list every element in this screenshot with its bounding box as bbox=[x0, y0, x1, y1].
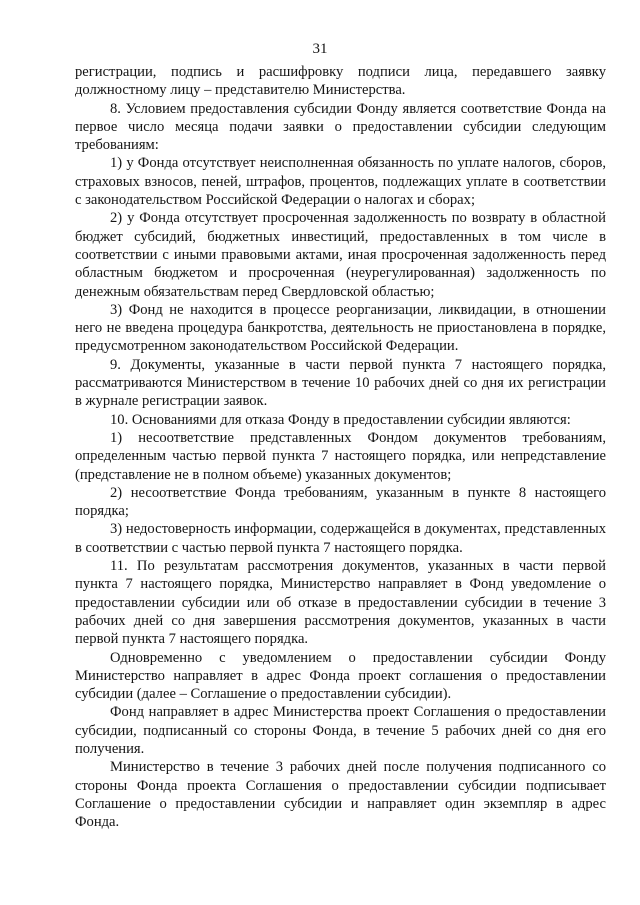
paragraph-clause-8: 8. Условием предоставления субсидии Фонду является соответствие Фонда на первое число месяца подачи заявки о предоставлении субсидии следующим требованиям: bbox=[75, 100, 606, 154]
page-number: 31 bbox=[312, 41, 328, 57]
paragraph-continuation: регистрации, подпись и расшифровку подписи лица, передавшего заявку должностному лицу – представителю Министерства. bbox=[75, 64, 606, 99]
paragraph-clause-8-item-1: 1) у Фонда отсутствует неисполненная обязанность по уплате налогов, сборов, страховых взносов, пеней, штрафов, процентов, подлежащих уплате в соответствии с законодательством Российской Федерации о налогах и сборах; bbox=[75, 155, 606, 209]
paragraph-clause-10-item-1: 1) несоответствие представленных Фондом документов требованиям, определенным частью первой пункта 7 настоящего порядка, или непредставление (представление не в полном объеме) указанных документов; bbox=[75, 429, 606, 483]
document-body bbox=[75, 63, 606, 831]
paragraph-clause-10-item-2: 2) несоответствие Фонда требованиям, указанным в пункте 8 настоящего порядка; bbox=[75, 484, 606, 520]
paragraph-clause-9: 9. Документы, указанные в части первой пункта 7 настоящего порядка, рассматриваются Министерством в течение 10 рабочих дней со дня их регистрации в журнале регистрации заявок. bbox=[75, 356, 606, 410]
paragraph-clause-10-item-3: 3) недостоверность информации, содержащейся в документах, представленных в соответствии с частью первой пункта 7 настоящего порядка. bbox=[75, 521, 606, 556]
paragraph-clause-11-part-2: Одновременно с уведомлением о предоставлении субсидии Фонду Министерство направляет в адрес Фонда проект соглашения о предоставлении субсидии (далее – Соглашение о предоставлении субсидии). bbox=[75, 649, 606, 703]
paragraph-clause-8-item-2: 2) у Фонда отсутствует просроченная задолженность по возврату в областной бюджет субсидий, бюджетных инвестиций, предоставленных в том числе в соответствии с иными правовыми актами, иная просроченная задолженность перед областным бюджетом и просроченная (неурегулированная) задолженность по денежным обязательствам перед Свердловской областью; bbox=[75, 210, 606, 300]
paragraph-clause-8-item-3: 3) Фонд не находится в процессе реорганизации, ликвидации, в отношении него не введена процедура банкротства, деятельность не приостановлена в порядке, предусмотренном законодательством Российской Федерации. bbox=[75, 301, 606, 355]
paragraph-clause-10: 10. Основаниями для отказа Фонду в предоставлении субсидии являются: bbox=[110, 411, 571, 428]
paragraph-clause-11: 11. По результатам рассмотрения документов, указанных в части первой пункта 7 настоящего порядка, Министерство направляет в Фонд уведомление о предоставлении субсидии или об отказе в предоставлении субсидии в течение 3 рабочих дней со дня завершения рассмотрения документов, указанных в части первой пункта 7 настоящего порядка. bbox=[75, 558, 606, 648]
paragraph-clause-11-part-4: Министерство в течение 3 рабочих дней после получения подписанного со стороны Фонда проекта Соглашения о предоставлении субсидии подписывает Соглашение о предоставлении субсидии и направляет один экземпляр в адрес Фонда. bbox=[75, 759, 606, 831]
paragraph-clause-11-part-3: Фонд направляет в адрес Министерства проект Соглашения о предоставлении субсидии, подписанный со стороны Фонда, в течение 5 рабочих дней со дня его получения. bbox=[75, 704, 606, 757]
